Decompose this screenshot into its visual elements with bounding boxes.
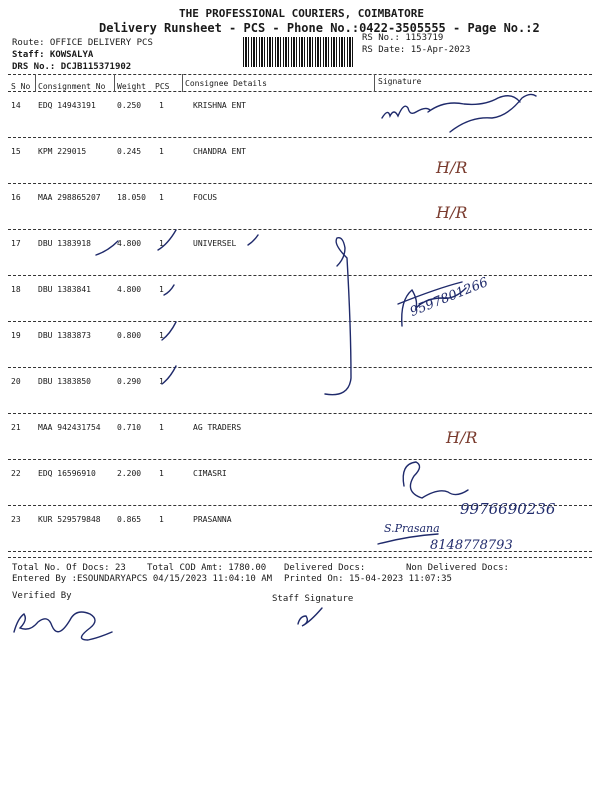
row-sno: 18 <box>11 285 21 294</box>
col-consignee: Consignee Details <box>185 79 267 88</box>
tick-mark <box>158 230 176 250</box>
row-pcs: 1 <box>159 239 164 248</box>
handwritten-phone-23: 8148778793 <box>430 538 513 553</box>
company-title: THE PROFESSIONAL COURIERS, COIMBATORE <box>179 7 425 20</box>
tick-mark <box>96 241 118 255</box>
row-sno: 16 <box>11 193 21 202</box>
row-pcs: 1 <box>159 285 164 294</box>
row-consignment: EDQ 14943191 <box>38 101 96 110</box>
tick-mark <box>248 235 258 245</box>
tick-mark <box>164 285 174 295</box>
row-consignee: UNIVERSEL <box>193 239 237 248</box>
row-pcs: 1 <box>159 469 164 478</box>
col-pcs: PCS <box>155 82 170 91</box>
row-weight: 0.290 <box>117 377 142 386</box>
rs-date: RS Date: 15-Apr-2023 <box>362 45 471 55</box>
staff-label: Staff: KOWSALYA <box>12 50 94 60</box>
row-sno: 19 <box>11 331 21 340</box>
row-consignment: EDQ 16596910 <box>38 469 96 478</box>
row-consignment: KUR 529579848 <box>38 515 101 524</box>
bracket-stroke <box>325 238 351 395</box>
printed-on: Printed On: 15-04-2023 11:07:35 <box>284 574 452 584</box>
handwritten-phone-22: 9976690236 <box>460 500 556 518</box>
total-docs: Total No. Of Docs: 23 <box>12 563 126 573</box>
signature-scribble <box>403 462 468 498</box>
row-sno: 22 <box>11 469 21 478</box>
col-consignment: Consignment No <box>38 82 106 91</box>
delivered-docs: Delivered Docs: <box>284 563 366 573</box>
row-weight: 0.245 <box>117 147 142 156</box>
row-sno: 17 <box>11 239 21 248</box>
handwritten-phone-19: 9597801266 <box>408 275 491 320</box>
row-pcs: 1 <box>159 147 164 156</box>
signature-scribble <box>382 106 430 118</box>
row-consignment: DBU 1383850 <box>38 377 91 386</box>
col-sno: S No <box>11 82 31 91</box>
row-consignment: MAA 942431754 <box>38 423 101 432</box>
row-pcs: 1 <box>159 377 164 386</box>
row-consignment: KPM 229015 <box>38 147 87 156</box>
hr-note-16: H/R <box>436 203 468 222</box>
row-pcs: 1 <box>159 331 164 340</box>
row-weight: 18.050 <box>117 193 146 202</box>
staff-signature-label: Staff Signature <box>272 594 354 604</box>
runsheet-subtitle: Delivery Runsheet - PCS - Phone No.:0422-3505555 - Page No.:2 <box>99 21 540 35</box>
staff-signature <box>298 608 322 626</box>
row-weight: 0.800 <box>117 331 142 340</box>
row-weight: 0.710 <box>117 423 142 432</box>
route-label: Route: OFFICE DELIVERY PCS <box>12 38 153 48</box>
row-pcs: 1 <box>159 423 164 432</box>
col-signature: Signature <box>378 77 422 86</box>
signature-scribble <box>378 534 438 544</box>
row-weight: 0.250 <box>117 101 142 110</box>
row-sno: 23 <box>11 515 21 524</box>
verified-by-label: Verified By <box>12 591 72 601</box>
row-weight: 4.800 <box>117 285 142 294</box>
row-sno: 21 <box>11 423 21 432</box>
total-cod: Total COD Amt: 1780.00 <box>147 563 267 573</box>
row-pcs: 1 <box>159 193 164 202</box>
rs-number: RS No.: 1153719 <box>362 33 444 43</box>
row-pcs: 1 <box>159 101 164 110</box>
verified-signature <box>14 612 112 640</box>
row-consignment: DBU 1383841 <box>38 285 91 294</box>
signature-scribble <box>428 96 520 112</box>
row-consignee: CHANDRA ENT <box>193 147 246 156</box>
row-consignee: AG TRADERS <box>193 423 242 432</box>
row-weight: 4.800 <box>117 239 142 248</box>
row-consignee: PRASANNA <box>193 515 232 524</box>
tick-mark <box>162 322 176 340</box>
row-sno: 20 <box>11 377 21 386</box>
tick-mark <box>162 366 176 384</box>
row-consignment: MAA 298865207 <box>38 193 101 202</box>
row-pcs: 1 <box>159 515 164 524</box>
row-weight: 2.200 <box>117 469 142 478</box>
row-consignee: KRISHNA ENT <box>193 101 246 110</box>
hr-note-15: H/R <box>436 158 468 177</box>
drs-number: DRS No.: DCJB115371902 <box>12 62 132 72</box>
entered-by: Entered By :ESOUNDARYAPCS 04/15/2023 11:04:10 AM <box>12 574 273 584</box>
footer-divider <box>8 557 592 558</box>
row-consignment: DBU 1383873 <box>38 331 91 340</box>
row-sno: 14 <box>11 101 21 110</box>
row-sno: 15 <box>11 147 21 156</box>
non-delivered-docs: Non Delivered Docs: <box>406 563 509 573</box>
row-consignment: DBU 1383918 <box>38 239 91 248</box>
col-weight: Weight <box>117 82 146 91</box>
row-weight: 0.865 <box>117 515 142 524</box>
row-consignee: CIMASRI <box>193 469 227 478</box>
hr-note-21: H/R <box>446 428 478 447</box>
row-consignee: FOCUS <box>193 193 218 202</box>
handwritten-name-23: S.Prasana <box>384 522 440 535</box>
